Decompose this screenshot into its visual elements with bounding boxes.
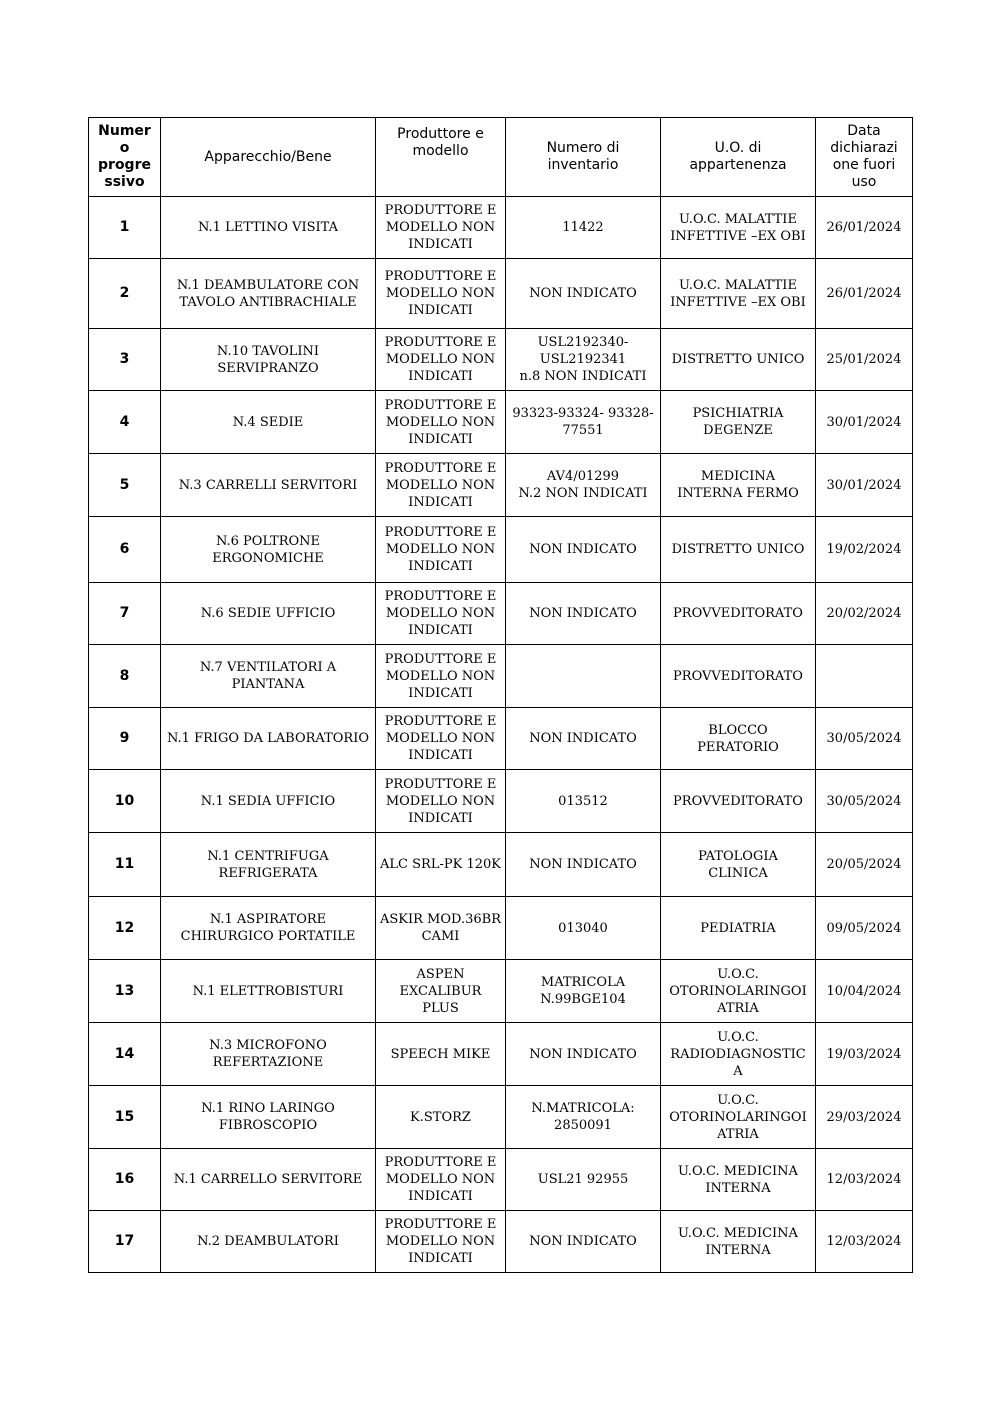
cell-item: N.1 ASPIRATORE CHIRURGICO PORTATILE bbox=[161, 897, 376, 960]
header-number: Numer o progre ssivo bbox=[89, 118, 161, 197]
cell-inventory: NON INDICATO bbox=[506, 583, 661, 645]
cell-item: N.1 CARRELLO SERVITORE bbox=[161, 1149, 376, 1211]
cell-producer: ASKIR MOD.36BR CAMI bbox=[376, 897, 506, 960]
table-row bbox=[89, 770, 913, 833]
table-row bbox=[89, 708, 913, 770]
cell-date: 26/01/2024 bbox=[816, 197, 913, 259]
cell-date: 30/01/2024 bbox=[816, 391, 913, 454]
cell-date: 29/03/2024 bbox=[816, 1086, 913, 1149]
cell-unit: PEDIATRIA bbox=[661, 897, 816, 960]
cell-number: 17 bbox=[89, 1211, 161, 1273]
cell-producer: PRODUTTORE E MODELLO NON INDICATI bbox=[376, 708, 506, 770]
cell-item: N.4 SEDIE bbox=[161, 391, 376, 454]
cell-unit: PROVVEDITORATO bbox=[661, 645, 816, 708]
cell-unit: PSICHIATRIA DEGENZE bbox=[661, 391, 816, 454]
cell-date bbox=[816, 645, 913, 708]
cell-unit: U.O.C. MALATTIE INFETTIVE –EX OBI bbox=[661, 197, 816, 259]
cell-number: 12 bbox=[89, 897, 161, 960]
cell-producer: PRODUTTORE E MODELLO NON INDICATI bbox=[376, 583, 506, 645]
cell-inventory: 93323-93324- 93328- 77551 bbox=[506, 391, 661, 454]
cell-inventory: MATRICOLA N.99BGE104 bbox=[506, 960, 661, 1023]
cell-date: 12/03/2024 bbox=[816, 1149, 913, 1211]
cell-item: N.6 POLTRONE ERGONOMICHE bbox=[161, 517, 376, 583]
cell-unit: BLOCCO PERATORIO bbox=[661, 708, 816, 770]
equipment-table bbox=[88, 117, 913, 1273]
cell-inventory: NON INDICATO bbox=[506, 708, 661, 770]
header-date: Data dichiarazi one fuori uso bbox=[816, 118, 913, 197]
cell-number: 16 bbox=[89, 1149, 161, 1211]
header-producer: Produttore e modello bbox=[376, 118, 506, 197]
cell-number: 14 bbox=[89, 1023, 161, 1086]
cell-date: 09/05/2024 bbox=[816, 897, 913, 960]
cell-item: N.1 SEDIA UFFICIO bbox=[161, 770, 376, 833]
cell-number: 10 bbox=[89, 770, 161, 833]
cell-inventory: NON INDICATO bbox=[506, 1211, 661, 1273]
table-row bbox=[89, 960, 913, 1023]
cell-unit: PROVVEDITORATO bbox=[661, 583, 816, 645]
cell-producer: ALC SRL-PK 120K bbox=[376, 833, 506, 897]
table-row bbox=[89, 1149, 913, 1211]
cell-unit: U.O.C. MEDICINA INTERNA bbox=[661, 1149, 816, 1211]
cell-producer: PRODUTTORE E MODELLO NON INDICATI bbox=[376, 517, 506, 583]
table-body bbox=[89, 197, 913, 1273]
cell-unit: U.O.C. OTORINOLARINGOI ATRIA bbox=[661, 960, 816, 1023]
cell-number: 8 bbox=[89, 645, 161, 708]
table-row bbox=[89, 897, 913, 960]
cell-unit: U.O.C. MEDICINA INTERNA bbox=[661, 1211, 816, 1273]
cell-item: N.1 CENTRIFUGA REFRIGERATA bbox=[161, 833, 376, 897]
cell-item: N.10 TAVOLINI SERVIPRANZO bbox=[161, 329, 376, 391]
cell-item: N.2 DEAMBULATORI bbox=[161, 1211, 376, 1273]
cell-producer: ASPEN EXCALIBUR PLUS bbox=[376, 960, 506, 1023]
cell-number: 11 bbox=[89, 833, 161, 897]
cell-item: N.6 SEDIE UFFICIO bbox=[161, 583, 376, 645]
cell-unit: U.O.C. MALATTIE INFETTIVE –EX OBI bbox=[661, 259, 816, 329]
cell-date: 25/01/2024 bbox=[816, 329, 913, 391]
header-item: Apparecchio/Bene bbox=[161, 118, 376, 197]
cell-date: 30/05/2024 bbox=[816, 770, 913, 833]
table-row bbox=[89, 517, 913, 583]
cell-date: 20/02/2024 bbox=[816, 583, 913, 645]
cell-producer: PRODUTTORE E MODELLO NON INDICATI bbox=[376, 454, 506, 517]
table-row bbox=[89, 197, 913, 259]
cell-number: 6 bbox=[89, 517, 161, 583]
cell-producer: PRODUTTORE E MODELLO NON INDICATI bbox=[376, 259, 506, 329]
cell-unit: PROVVEDITORATO bbox=[661, 770, 816, 833]
cell-inventory: 013512 bbox=[506, 770, 661, 833]
cell-item: N.3 CARRELLI SERVITORI bbox=[161, 454, 376, 517]
cell-producer: K.STORZ bbox=[376, 1086, 506, 1149]
cell-unit: DISTRETTO UNICO bbox=[661, 329, 816, 391]
cell-number: 13 bbox=[89, 960, 161, 1023]
cell-unit: PATOLOGIA CLINICA bbox=[661, 833, 816, 897]
cell-date: 19/03/2024 bbox=[816, 1023, 913, 1086]
cell-date: 30/01/2024 bbox=[816, 454, 913, 517]
cell-item: N.7 VENTILATORI A PIANTANA bbox=[161, 645, 376, 708]
cell-inventory: NON INDICATO bbox=[506, 833, 661, 897]
cell-producer: PRODUTTORE E MODELLO NON INDICATI bbox=[376, 1149, 506, 1211]
table-row bbox=[89, 391, 913, 454]
cell-producer: PRODUTTORE E MODELLO NON INDICATI bbox=[376, 645, 506, 708]
cell-number: 3 bbox=[89, 329, 161, 391]
cell-number: 2 bbox=[89, 259, 161, 329]
table-row bbox=[89, 259, 913, 329]
table-row bbox=[89, 1023, 913, 1086]
table-row bbox=[89, 454, 913, 517]
table-row bbox=[89, 833, 913, 897]
cell-unit: MEDICINA INTERNA FERMO bbox=[661, 454, 816, 517]
cell-inventory: N.MATRICOLA: 2850091 bbox=[506, 1086, 661, 1149]
cell-producer: PRODUTTORE E MODELLO NON INDICATI bbox=[376, 770, 506, 833]
header-inventory: Numero di inventario bbox=[506, 118, 661, 197]
cell-item: N.1 RINO LARINGO FIBROSCOPIO bbox=[161, 1086, 376, 1149]
cell-inventory: AV4/01299 N.2 NON INDICATI bbox=[506, 454, 661, 517]
cell-unit: DISTRETTO UNICO bbox=[661, 517, 816, 583]
cell-item: N.1 DEAMBULATORE CON TAVOLO ANTIBRACHIALE bbox=[161, 259, 376, 329]
cell-inventory: NON INDICATO bbox=[506, 1023, 661, 1086]
cell-inventory: 11422 bbox=[506, 197, 661, 259]
cell-unit: U.O.C. OTORINOLARINGOI ATRIA bbox=[661, 1086, 816, 1149]
cell-date: 10/04/2024 bbox=[816, 960, 913, 1023]
cell-number: 1 bbox=[89, 197, 161, 259]
document-page bbox=[88, 117, 912, 1273]
cell-date: 19/02/2024 bbox=[816, 517, 913, 583]
cell-unit: U.O.C. RADIODIAGNOSTIC A bbox=[661, 1023, 816, 1086]
cell-date: 20/05/2024 bbox=[816, 833, 913, 897]
cell-number: 15 bbox=[89, 1086, 161, 1149]
cell-item: N.1 ELETTROBISTURI bbox=[161, 960, 376, 1023]
cell-inventory bbox=[506, 645, 661, 708]
cell-producer: PRODUTTORE E MODELLO NON INDICATI bbox=[376, 391, 506, 454]
cell-inventory: USL21 92955 bbox=[506, 1149, 661, 1211]
cell-producer: SPEECH MIKE bbox=[376, 1023, 506, 1086]
cell-date: 12/03/2024 bbox=[816, 1211, 913, 1273]
cell-date: 26/01/2024 bbox=[816, 259, 913, 329]
cell-number: 7 bbox=[89, 583, 161, 645]
header-unit: U.O. di appartenenza bbox=[661, 118, 816, 197]
cell-number: 4 bbox=[89, 391, 161, 454]
cell-item: N.1 FRIGO DA LABORATORIO bbox=[161, 708, 376, 770]
cell-inventory: 013040 bbox=[506, 897, 661, 960]
cell-item: N.1 LETTINO VISITA bbox=[161, 197, 376, 259]
table-row bbox=[89, 1211, 913, 1273]
cell-number: 9 bbox=[89, 708, 161, 770]
table-row bbox=[89, 583, 913, 645]
cell-number: 5 bbox=[89, 454, 161, 517]
cell-producer: PRODUTTORE E MODELLO NON INDICATI bbox=[376, 197, 506, 259]
cell-producer: PRODUTTORE E MODELLO NON INDICATI bbox=[376, 1211, 506, 1273]
cell-inventory: USL2192340- USL2192341 n.8 NON INDICATI bbox=[506, 329, 661, 391]
header-row bbox=[89, 118, 913, 197]
table-row bbox=[89, 329, 913, 391]
table-row bbox=[89, 645, 913, 708]
cell-producer: PRODUTTORE E MODELLO NON INDICATI bbox=[376, 329, 506, 391]
table-row bbox=[89, 1086, 913, 1149]
cell-inventory: NON INDICATO bbox=[506, 259, 661, 329]
cell-item: N.3 MICROFONO REFERTAZIONE bbox=[161, 1023, 376, 1086]
cell-inventory: NON INDICATO bbox=[506, 517, 661, 583]
cell-date: 30/05/2024 bbox=[816, 708, 913, 770]
